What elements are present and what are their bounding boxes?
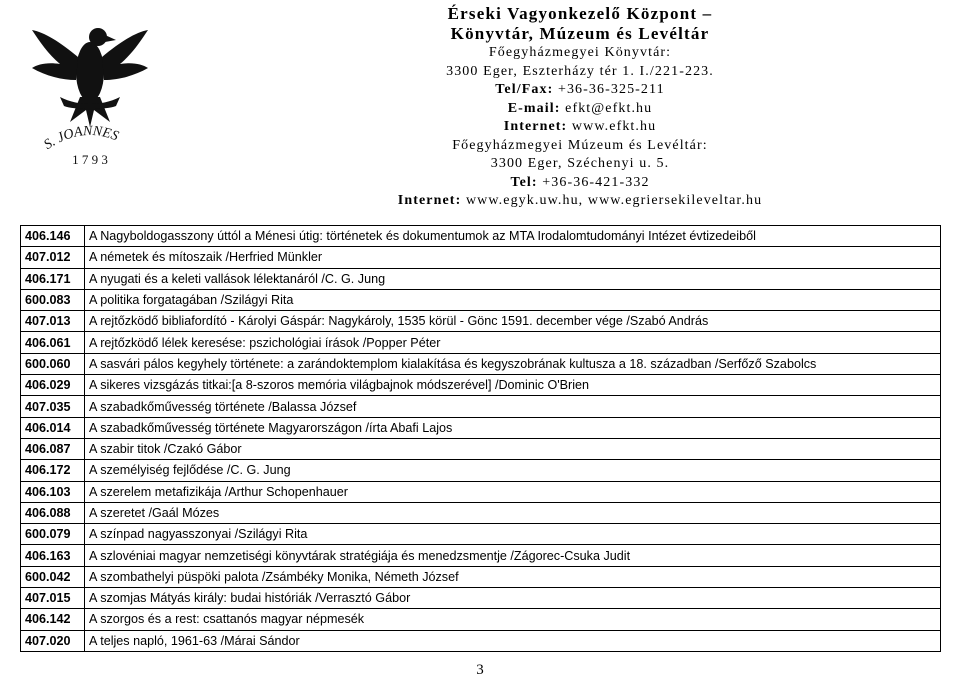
table-row: [21, 268, 941, 289]
title-cell: A sikeres vizsgázás titkai:[a 8-szoros memória világbajnok módszerével] /Dominic O'Brien: [85, 375, 941, 396]
email-value[interactable]: efkt@efkt.hu: [560, 100, 653, 116]
telfax-label: Tel/Fax:: [495, 82, 554, 97]
call-number-cell: 406.087: [21, 438, 85, 459]
table-row: [21, 311, 941, 332]
table-row: [21, 247, 941, 268]
archive-name: Főegyházmegyei Múzeum és Levéltár:: [452, 137, 708, 153]
archive-tel: [390, 174, 770, 193]
table-row: [21, 630, 941, 651]
title-cell: A szabir titok /Czakó Gábor: [85, 438, 941, 459]
page-number: 3: [476, 662, 484, 678]
title-cell: A nyugati és a keleti vallások lélektanáról /C. G. Jung: [85, 268, 941, 289]
title-cell: A szorgos és a rest: csattanós magyar népmesék: [85, 609, 941, 630]
title-cell: A németek és mítoszaik /Herfried Münkler: [85, 247, 941, 268]
call-number-cell: 406.172: [21, 460, 85, 481]
table-row: [21, 502, 941, 523]
call-number-cell: 407.013: [21, 311, 85, 332]
table-row: [21, 289, 941, 310]
call-number-cell: 406.146: [21, 226, 85, 247]
org-name-line1: Érseki Vagyonkezelő Központ –: [447, 4, 713, 23]
call-number-cell: 407.015: [21, 588, 85, 609]
call-number-cell: 600.079: [21, 524, 85, 545]
archive-address: 3300 Eger, Széchenyi u. 5.: [490, 156, 670, 171]
table-row: [21, 545, 941, 566]
title-cell: A szlovéniai magyar nemzetiségi könyvtárak stratégiája és menedzsmentje /Zágorec-Csuka Judit: [85, 545, 941, 566]
title-cell: A rejtőzködő lélek keresése: pszichológiai írások /Popper Péter: [85, 332, 941, 353]
letterhead: [390, 4, 770, 211]
logo-arc-text: S. JOANNES: [41, 123, 121, 153]
library-name: Főegyházmegyei Könyvtár:: [488, 45, 672, 60]
call-number-cell: 406.014: [21, 417, 85, 438]
org-name-line2: Könyvtár, Múzeum és Levéltár: [450, 24, 710, 43]
library-email: [390, 100, 770, 119]
email-label: E-mail:: [507, 100, 561, 116]
title-cell: A szomjas Mátyás király: budai históriák /Verrasztó Gábor: [85, 588, 941, 609]
library-address: 3300 Eger, Eszterházy tér 1. I./221-223.: [446, 63, 714, 79]
title-cell: A színpad nagyasszonyai /Szilágyi Rita: [85, 524, 941, 545]
library-telfax: [390, 81, 770, 100]
telfax-value: +36-36-325-211: [553, 82, 665, 97]
title-cell: A sasvári pálos kegyhely története: a zarándoktemplom kialakítása és kegyszobrának kultusza a 18. században /Serfőző Szabolcs: [85, 353, 941, 374]
library-internet: [390, 118, 770, 137]
call-number-cell: 406.142: [21, 609, 85, 630]
call-number-cell: 600.083: [21, 289, 85, 310]
table-row: [21, 481, 941, 502]
table-row: [21, 524, 941, 545]
call-number-cell: 600.042: [21, 566, 85, 587]
title-cell: A Nagyboldogasszony úttól a Ménesi útig: történetek és dokumentumok az MTA Irodalomtudományi Intézet évtizedeiből: [85, 226, 941, 247]
title-cell: A szabadkőművesség története /Balassa József: [85, 396, 941, 417]
table-row: [21, 460, 941, 481]
call-number-cell: 406.171: [21, 268, 85, 289]
table-row: [21, 417, 941, 438]
svg-text:S. JOANNES: [41, 124, 120, 153]
table-row: [21, 332, 941, 353]
call-number-cell: 407.012: [21, 247, 85, 268]
call-number-cell: 406.103: [21, 481, 85, 502]
table-row: [21, 438, 941, 459]
call-number-cell: 406.088: [21, 502, 85, 523]
call-number-cell: 407.035: [21, 396, 85, 417]
title-cell: A politika forgatagában /Szilágyi Rita: [85, 289, 941, 310]
table-row: [21, 588, 941, 609]
tel-value: +36-36-421-332: [537, 174, 650, 190]
table-row: [21, 375, 941, 396]
title-cell: A szeretet /Gaál Mózes: [85, 502, 941, 523]
internet2-value[interactable]: www.egyk.uw.hu, www.egriersekileveltar.hu: [461, 193, 763, 208]
internet-value[interactable]: www.efkt.hu: [567, 119, 657, 134]
table-row: [21, 226, 941, 247]
call-number-cell: 600.060: [21, 353, 85, 374]
tel-label: Tel:: [510, 174, 538, 190]
table-row: [21, 353, 941, 374]
call-number-cell: 407.020: [21, 630, 85, 651]
title-cell: A rejtőzködő bibliafordító - Károlyi Gáspár: Nagykároly, 1535 körül - Gönc 1591. december vége /Szabó András: [85, 311, 941, 332]
eagle-logo: [30, 2, 150, 167]
title-cell: A személyiség fejlődése /C. G. Jung: [85, 460, 941, 481]
table-row: [21, 609, 941, 630]
call-number-cell: 406.163: [21, 545, 85, 566]
title-cell: A szombathelyi püspöki palota /Zsámbéky Monika, Németh József: [85, 566, 941, 587]
book-list-table: [20, 225, 941, 652]
title-cell: A szerelem metafizikája /Arthur Schopenhauer: [85, 481, 941, 502]
title-cell: A teljes napló, 1961-63 /Márai Sándor: [85, 630, 941, 651]
call-number-cell: 406.061: [21, 332, 85, 353]
call-number-cell: 406.029: [21, 375, 85, 396]
archive-internet: [390, 192, 770, 211]
table-row: [21, 396, 941, 417]
internet-label: Internet:: [503, 119, 568, 134]
table-row: [21, 566, 941, 587]
internet2-label: Internet:: [397, 193, 462, 208]
logo-year: 1 7 9 3: [72, 152, 108, 167]
title-cell: A szabadkőművesség története Magyarországon /írta Abafi Lajos: [85, 417, 941, 438]
